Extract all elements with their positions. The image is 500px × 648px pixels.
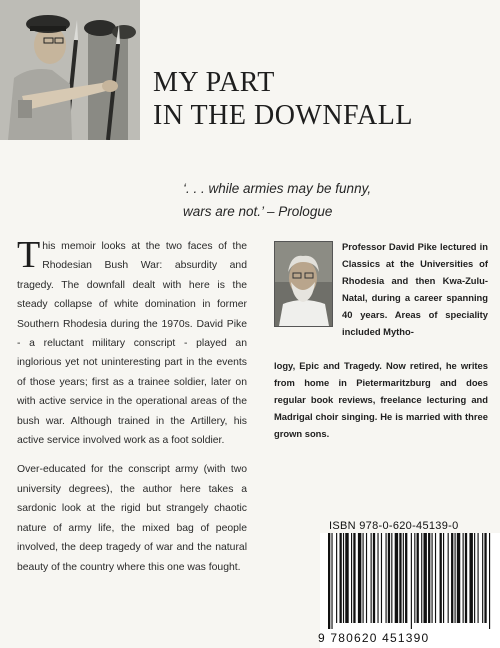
- barcode-bar: [340, 533, 342, 623]
- barcode-bar: [414, 533, 415, 623]
- barcode-bar: [484, 533, 486, 623]
- barcode-bar: [399, 533, 401, 623]
- title-line-2: IN THE DOWNFALL: [153, 100, 413, 131]
- barcode-bar: [428, 533, 430, 623]
- barcode-bar: [443, 533, 444, 623]
- soldiers-illustration: [0, 0, 140, 140]
- prologue-quote: [183, 177, 483, 223]
- barcode-bar: [328, 533, 330, 629]
- quote-line-1: ‘. . . while armies may be funny,: [183, 181, 372, 196]
- author-bio: Professor David Pike lectured in Classics at the Universities of Rhodesia and then Kwa-Zulu-Natal, during a career spanning 40 years. Areas of speciality included Mytho-: [342, 241, 488, 337]
- blurb-paragraph-1: [17, 234, 247, 450]
- title-line-1: MY PART: [153, 67, 275, 98]
- barcode-bar: [363, 533, 364, 623]
- blurb: [17, 234, 247, 587]
- barcode-bar: [457, 533, 460, 623]
- barcode-bar: [345, 533, 348, 623]
- barcode-bar: [353, 533, 355, 623]
- author-bio-continued: logy, Epic and Tragedy. Now retired, he writes from home in Pietermaritzburg and does regular book reviews, freelance lecturing and Madrigal choir singing. He is married with three grown sons.: [274, 360, 488, 439]
- barcode-bar: [386, 533, 387, 623]
- barcode-bar: [478, 533, 479, 623]
- soldiers-photo: [0, 0, 140, 140]
- barcode-bar: [463, 533, 464, 623]
- barcode-bar: [358, 533, 361, 623]
- blurb-paragraph-1-text: his memoir looks at the two faces of the Rhodesian Bush War: absurdity and tragedy. The downfall dealt with here is the steady collapse of white domination in former Southern Rhodesia during the 1970s. David Pike - a reluctant military conscript - played an inglorious yet not uninteresting part in the events of those years; first as a trainee soldier, later on with active service in the operational areas of the bush war. Although trained in the Artillery, his active service involved work as a foot soldier.: [17, 241, 247, 447]
- barcode-bar: [331, 533, 332, 629]
- barcode-digits: 9 780620 451390: [318, 631, 430, 645]
- barcode-bar: [377, 533, 378, 623]
- barcode-bar: [336, 533, 337, 623]
- author-portrait: [275, 242, 332, 326]
- barcode-bar: [366, 533, 367, 623]
- barcode-bar: [482, 533, 483, 623]
- barcode-bar: [469, 533, 472, 623]
- barcode-bars: [324, 533, 496, 629]
- barcode-bar: [381, 533, 382, 623]
- barcode-bar: [403, 533, 404, 623]
- barcode-bar: [455, 533, 456, 623]
- barcode-bar: [373, 533, 375, 623]
- quote-line-2: wars are not.’ – Prologue: [183, 204, 333, 219]
- barcode-bar: [489, 533, 490, 629]
- blurb-paragraph-2: Over-educated for the conscript army (with two university degrees), the author here takes a sardonic look at the rigid but strangely chaotic nature of army life, the mixed bag of people involved, the deep tragedy of war and the natural beauty of the country where this one was fought.: [17, 464, 247, 573]
- barcode-bar: [417, 533, 419, 623]
- barcode-bar: [343, 533, 344, 623]
- barcode-bar: [448, 533, 449, 623]
- barcode-bar: [421, 533, 422, 623]
- barcode-bar: [435, 533, 436, 623]
- isbn-label: ISBN 978-0-620-45139-0: [329, 520, 459, 532]
- barcode-bar: [411, 533, 412, 629]
- author-photo: [274, 241, 333, 327]
- barcode-bar: [432, 533, 433, 623]
- barcode-bar: [440, 533, 442, 623]
- barcode-bar: [388, 533, 390, 623]
- barcode-bar: [465, 533, 467, 623]
- book-title: [153, 66, 493, 132]
- barcode-bar: [423, 533, 426, 623]
- barcode-bar: [395, 533, 398, 623]
- barcode-bar: [405, 533, 407, 623]
- barcode-bar: [371, 533, 372, 623]
- drop-cap: T: [17, 234, 41, 276]
- barcode-bar: [351, 533, 352, 623]
- barcode-bar: [391, 533, 392, 623]
- barcode-bar: [451, 533, 453, 623]
- barcode-bar: [474, 533, 475, 623]
